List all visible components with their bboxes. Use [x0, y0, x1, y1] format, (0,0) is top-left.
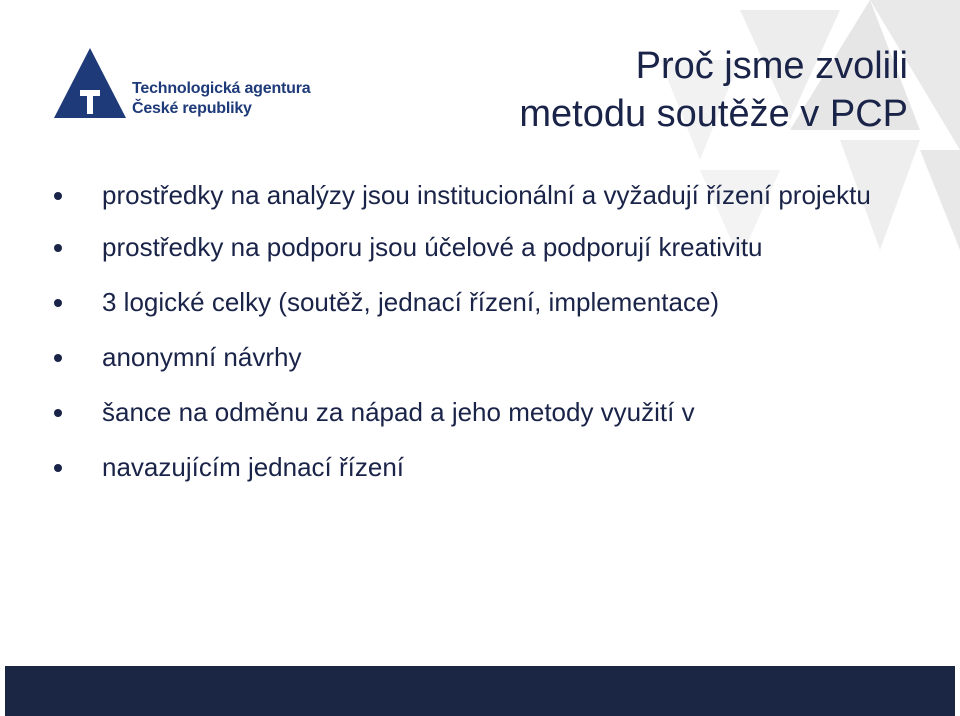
slide-title-line1: Proč jsme zvolili	[635, 45, 908, 87]
bullet-item	[52, 232, 912, 262]
bullet-text: šance na odměnu za nápad a jeho metody využití v	[102, 397, 695, 427]
slide-title	[519, 42, 908, 138]
logo	[50, 44, 310, 124]
bullet-dot-icon	[54, 192, 62, 200]
bullet-dot-icon	[54, 409, 62, 417]
bullet-item	[52, 180, 912, 210]
bullet-text: navazujícím jednací řízení	[102, 452, 405, 482]
bullet-dot-icon	[54, 464, 62, 472]
bullet-list	[52, 180, 912, 482]
logo-text-line2: České republiky	[132, 100, 252, 117]
slide-title-line2: metodu soutěže v PCP	[519, 93, 908, 135]
footer-bar	[5, 666, 955, 716]
bullet-dot-icon	[54, 299, 62, 307]
bullet-item	[52, 452, 912, 482]
bullet-text: anonymní návrhy	[102, 342, 302, 372]
logo-mark	[50, 44, 130, 124]
bullet-text: prostředky na podporu jsou účelové a podporují kreativitu	[102, 232, 763, 262]
bullet-item	[52, 287, 912, 317]
bullet-dot-icon	[54, 354, 62, 362]
bullet-item	[52, 397, 912, 427]
bullet-text: 3 logické celky (soutěž, jednací řízení, implementace)	[102, 287, 720, 317]
bullet-text: prostředky na analýzy jsou institucionální a vyžadují řízení projektu	[102, 180, 871, 210]
bullet-item	[52, 342, 912, 372]
logo-text-line1: Technologická agentura	[132, 80, 311, 97]
bullet-dot-icon	[54, 244, 62, 252]
